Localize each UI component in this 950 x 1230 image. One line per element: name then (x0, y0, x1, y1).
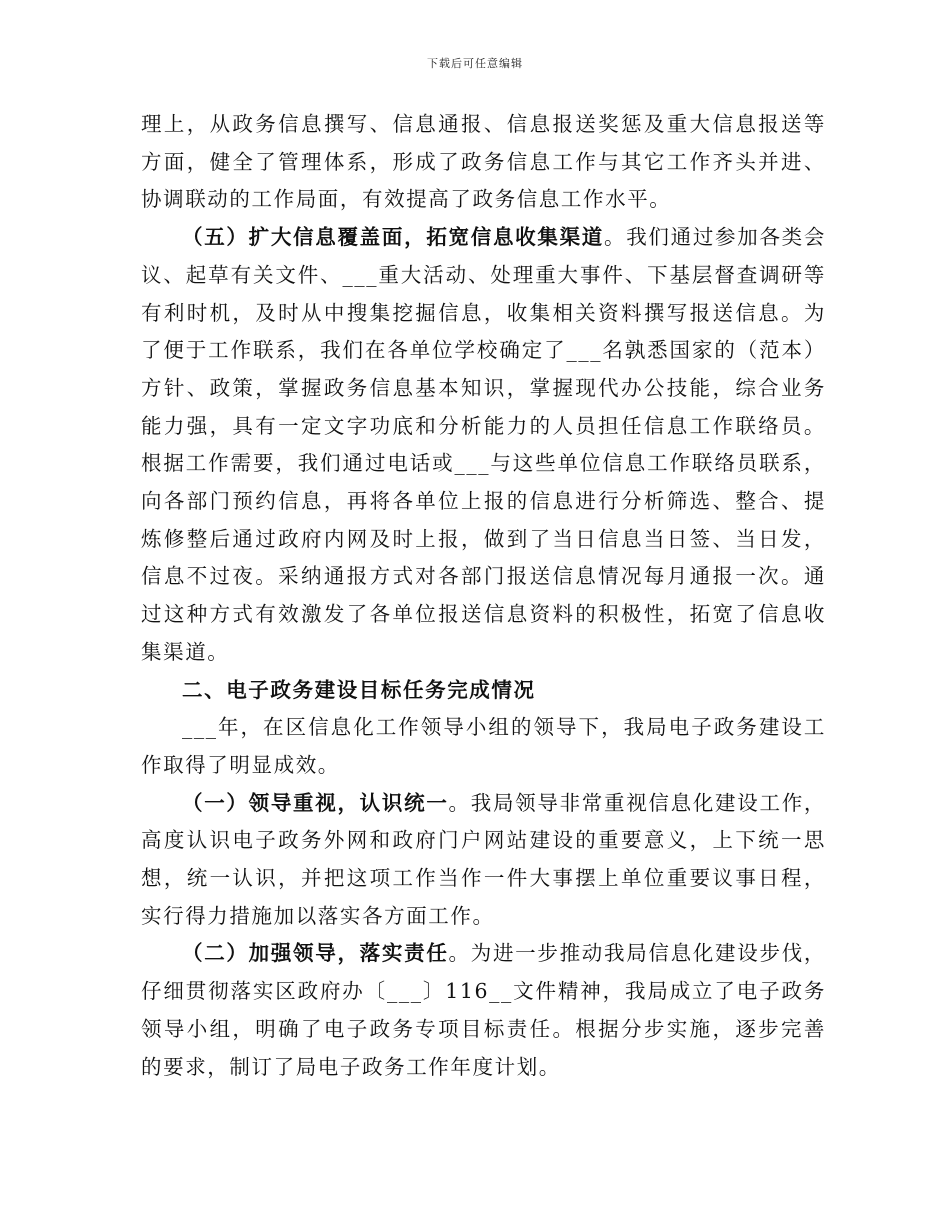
page-header: 下载后可任意编辑 (427, 57, 523, 70)
paragraph-subsection-1 (141, 785, 826, 936)
subsection-heading-2: （二）加强领导，落实责任 (182, 941, 449, 966)
paragraph-text: 。为进一步推动我局信息化建设步伐，仔细贯彻落实区政府办〔___〕116__文件精神，我局成立了电子政务领导小组，明确了电子政务专项目标责任。根据分步实施，逐步完善的要求，制订了局电子政务工作年度计划。 (141, 941, 826, 1079)
paragraph-subsection-2 (141, 935, 826, 1086)
paragraph-continuation (141, 106, 826, 219)
part-heading-2: 二、电子政务建设目标任务完成情况 (182, 677, 536, 702)
document-body (141, 106, 826, 1086)
section-heading-5: （五）扩大信息覆盖面，拓宽信息收集渠道 (182, 225, 604, 250)
paragraph-part-2-heading (141, 672, 826, 710)
paragraph-text: 理上，从政务信息撰写、信息通报、信息报送奖惩及重大信息报送等方面，健全了管理体系，形成了政务信息工作与其它工作齐头并进、协调联动的工作局面，有效提高了政务信息工作水平。 (141, 112, 826, 212)
paragraph-text: ___年，在区信息化工作领导小组的领导下，我局电子政务建设工作取得了明显成效。 (141, 715, 826, 777)
paragraph-section-5 (141, 219, 826, 671)
paragraph-part-2-intro (141, 709, 826, 784)
paragraph-text: 。我局领导非常重视信息化建设工作，高度认识电子政务外网和政府门户网站建设的重要意义，上下统一思想，统一认识，并把这项工作当作一件大事摆上单位重要议事日程，实行得力措施加以落实各方面工作。 (141, 790, 826, 928)
paragraph-text: 。我们通过参加各类会议、起草有关文件、___重大活动、处理重大事件、下基层督查调研等有利时机，及时从中搜集挖掘信息，收集相关资料撰写报送信息。为了便于工作联系，我们在各单位学校确定了___名孰悉国家的（范本）方针、政策，掌握政务信息基本知识，掌握现代办公技能，综合业务能力强，具有一定文字功底和分析能力的人员担任信息工作联络员。根据工作需要，我们通过电话或___与这些单位信息工作联络员联系，向各部门预约信息，再将各单位上报的信息进行分析筛选、整合、提炼修整后通过政府内网及时上报，做到了当日信息当日签、当日发，信息不过夜。采纳通报方式对各部门报送信息情况每月通报一次。通过这种方式有效激发了各单位报送信息资料的积极性，拓宽了信息收集渠道。 (141, 225, 826, 664)
subsection-heading-1: （一）领导重视，认识统一 (182, 790, 449, 815)
